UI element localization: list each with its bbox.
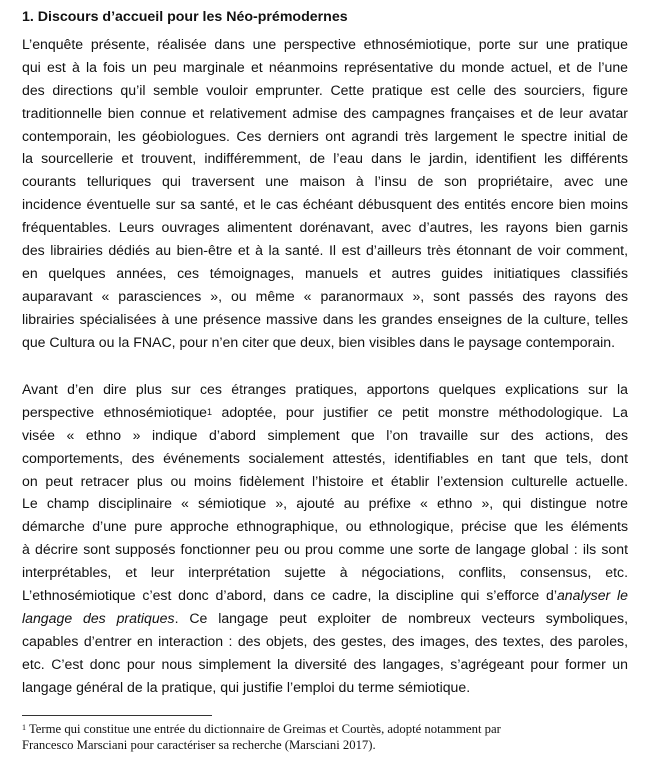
paragraph-line: que Cultura ou la FNAC, pour n’en citer que deux, bien visibles dans le paysage contemporain. bbox=[22, 333, 616, 350]
italic-text: langage des pratiques bbox=[22, 609, 175, 626]
paragraph-line: langage général de la pratique, qui justifie l’emploi du terme sémiotique. bbox=[22, 678, 471, 695]
footnote-reference[interactable]: 1 bbox=[207, 406, 213, 417]
footnote-line: Francesco Marsciani pour caractériser sa recherche (Marsciani 2017). bbox=[22, 738, 376, 752]
paragraph-2 bbox=[22, 378, 628, 698]
paragraph-line: Avant d’en dire plus sur ces étranges pratiques, apportons quelques explications sur la bbox=[22, 381, 628, 397]
paragraph-line bbox=[22, 401, 628, 424]
paragraph-line: auparavant « parasciences », ou même « paranormaux », sont passés des rayons des bbox=[22, 287, 628, 304]
paragraph-line: contemporain, les géobiologues. Ces derniers ont agrandi très largement le spectre initial de bbox=[22, 127, 628, 144]
paragraph-line: capables d’entrer en interaction : des objets, des gestes, des images, des textes, des paroles, bbox=[22, 632, 628, 649]
paragraph-line: librairies spécialisées à une présence massive dans les grandes enseignes de la culture, telles bbox=[22, 310, 628, 327]
paragraph-line: traditionnelle bien connue et relativement admise des campagnes françaises et de leur avatar bbox=[22, 104, 628, 121]
paragraph-line: à décrire sont supposés fonctionner peu ou prou comme une sorte de langage global : ils sont bbox=[22, 541, 628, 558]
paragraph-line: comportements, des événements socialement attestés, identifiables en tant que tels, dont bbox=[22, 449, 628, 466]
footnote-text: Terme qui constitue une entrée du dictionnaire de Greimas et Courtès, adopté notamment par bbox=[26, 722, 501, 736]
paragraph-line: Le champ disciplinaire « sémiotique », ajouté au préfixe « ethno », qui distingue notre bbox=[22, 495, 628, 512]
paragraph-line: etc. C’est donc pour nous simplement la diversité des langages, s’agrégeant pour former un bbox=[22, 655, 628, 672]
paragraph-line: visée « ethno » indique d’abord simplement que l’on travaille sur des actions, des bbox=[22, 426, 628, 443]
text-run: perspective ethnosémiotique bbox=[22, 403, 207, 420]
paragraph-1 bbox=[22, 33, 628, 353]
paragraph-line: des directions qu’il semble vouloir emprunter. Cette pratique est celle des sourciers, figure bbox=[22, 81, 628, 98]
paragraph-line: qui est à la fois un peu marginale et néanmoins représentative du monde actuel, et de l’une bbox=[22, 58, 628, 75]
paragraph-line: incidence éventuelle sur sa santé, et le cas échéant débusquent des entités encore bien moins bbox=[22, 196, 628, 213]
footnote-line bbox=[22, 721, 628, 737]
text-run: . Ce langage peut exploiter de nombreux vecteurs symboliques, bbox=[174, 609, 628, 626]
paragraph-line: courants telluriques qui traversent une maison à l’insu de son propriétaire, avec une bbox=[22, 173, 628, 190]
footnote bbox=[22, 721, 628, 753]
paragraph-line: en quelques années, ces témoignages, manuels et autres guides initiatiques classifiés bbox=[22, 264, 628, 281]
paragraph-line: on peut retracer plus ou moins fidèlement l’histoire et établir l’extension culturelle actuelle. bbox=[22, 472, 628, 489]
italic-text: analyser le bbox=[556, 587, 628, 604]
footnote-separator bbox=[22, 715, 212, 716]
footnote-number: 1 bbox=[22, 723, 26, 732]
paragraph-line: interprétables, et leur interprétation sujette à négociations, conflits, consensus, etc. bbox=[22, 564, 628, 581]
text-run: adoptée, pour justifier ce petit monstre méthodologique. La bbox=[212, 403, 628, 420]
paragraph-line: la sourcellerie et trouvent, indifféremment, de l’eau dans le jardin, identifient les différents bbox=[22, 150, 628, 167]
paragraph-line: L’enquête présente, réalisée dans une perspective ethnosémiotique, porte sur une pratique bbox=[22, 36, 628, 52]
paragraph-line: fréquentables. Leurs ouvrages alimentent dorénavant, avec d’autres, les rayons bien garnis bbox=[22, 219, 628, 236]
paragraph-line: des librairies dédiés au bien-être et à la santé. Il est d’ailleurs très étonnant de voir comment, bbox=[22, 242, 628, 259]
paragraph-line bbox=[22, 607, 628, 630]
section-heading: 1. Discours d’accueil pour les Néo-prémodernes bbox=[22, 9, 348, 25]
paragraph-line bbox=[22, 584, 628, 607]
paragraph-line: démarche d’une pure approche ethnographique, ou ethnologique, précise que les éléments bbox=[22, 518, 628, 535]
text-run: L’ethnosémiotique c’est donc d’abord, dans ce cadre, la discipline qui s’efforce d’ bbox=[22, 587, 557, 604]
